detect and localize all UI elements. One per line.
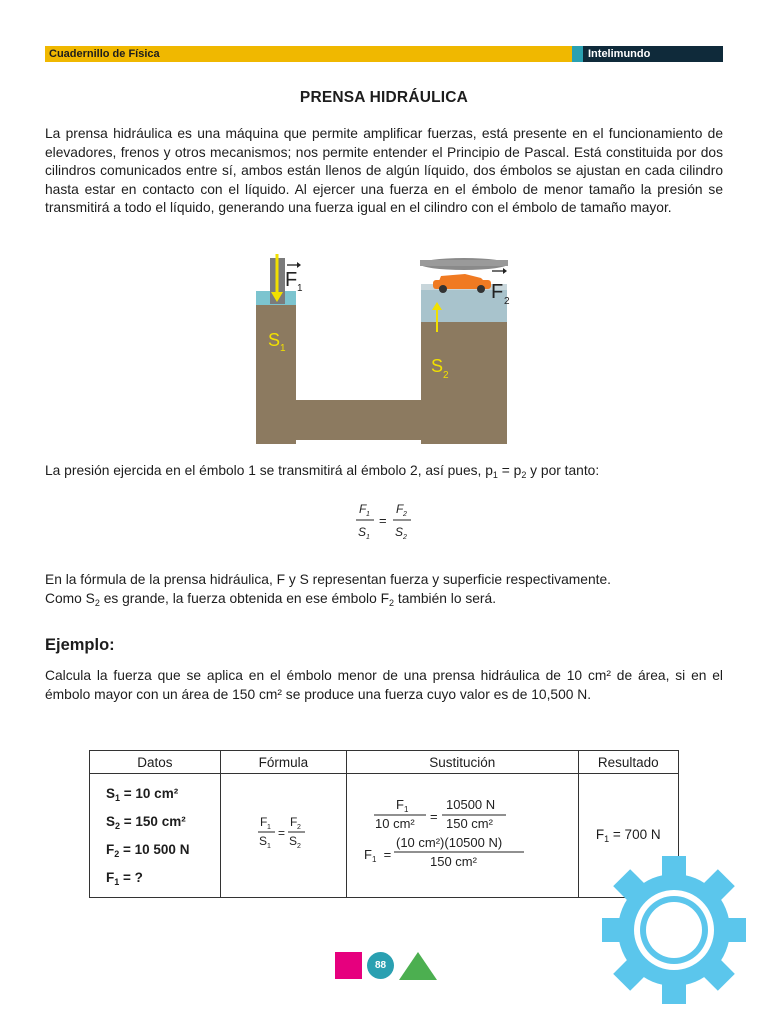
formula-den-right: S (395, 525, 404, 539)
table-header-resultado: Resultado (578, 751, 678, 774)
explanation-sub-b: 2 (389, 597, 395, 608)
subst-equals-2: = (380, 847, 396, 862)
area-label-1: S (268, 330, 281, 350)
table-row (90, 774, 679, 898)
area-label-2-sub: 2 (443, 370, 449, 381)
pressure-sub-2: 2 (521, 470, 527, 480)
page-number: 88 (367, 952, 394, 979)
table-header-datos: Datos (90, 751, 221, 774)
large-cylinder-body (421, 320, 507, 444)
subst-equals-1: = (430, 809, 438, 824)
area-label-1-sub: 1 (280, 343, 286, 354)
pressure-text-3: y por tanto: (526, 463, 600, 478)
table-formula-den-left: S (259, 834, 268, 848)
explanation-sub-a: 2 (94, 597, 100, 608)
subst-num-right: 10500 N (446, 797, 496, 812)
page-title: PRENSA HIDRÁULICA (299, 89, 469, 106)
explanation-text-c: también lo será. (394, 590, 497, 606)
header-accent (572, 46, 583, 62)
explanation-paragraph (45, 571, 723, 612)
table-formula-den-left-sub: 1 (267, 843, 272, 850)
formula-num-right: F (396, 502, 404, 516)
substitution-cell (346, 774, 578, 898)
small-cylinder-body (256, 304, 296, 444)
formula-num-left: F (359, 502, 367, 516)
subst-num-left: F (396, 797, 405, 812)
formula-den-left-sub: 1 (366, 534, 370, 541)
explanation-line-1: En la fórmula de la prensa hidráulica, F y S representan fuerza y superficie respectivamente. (45, 572, 611, 587)
table-formula-num-right: F (290, 815, 298, 829)
table-header-sustitucion: Sustitución (346, 751, 578, 774)
table-formula-num-left-sub: 1 (267, 824, 272, 831)
example-heading: Ejemplo: (45, 636, 115, 654)
dato-f2: $F_2 = 10$ 500 N (106, 841, 190, 859)
table-formula-num-left: F (260, 815, 268, 829)
pressure-sentence (45, 462, 723, 485)
force-label-2: F (491, 281, 504, 303)
datos-cell (90, 774, 221, 898)
subst-den-right: 150 cm² (446, 816, 494, 831)
intro-paragraph: La prensa hidráulica es una máquina que permite amplificar fuerzas, está presente en el funcionamiento de elevadores, frenos y otros mecanismos; nos permite entender el Principio de Pascal. Está constituida por dos cilindros comunicados entre sí, ambos están llenos de algún líquido, dos émbolos se ajustan en cada cilindro hasta estar en contacto con el líquido. Al ejercer una fuerza en el émbolo de menor tamaño la presión se transmitirá a todo el líquido, generando una fuerza igual en el cilindro con el émbolo de tamaño mayor. (45, 126, 723, 216)
subst-lhs-sub: 1 (372, 855, 377, 864)
result-var: F (595, 827, 605, 842)
explanation-text-b: es grande, la fuerza obtenida en ese émbolo F (99, 590, 390, 606)
header-brand: Intelimundo (588, 48, 651, 60)
footer-triangle-icon (399, 952, 437, 980)
table-formula (248, 812, 318, 856)
example-paragraph: Calcula la fuerza que se aplica en el émbolo menor de una prensa hidráulica de 10 cm² de área, si en el émbolo mayor con un área de 150 cm² se produce una fuerza cuyo valor es de 10,500 N. (45, 668, 723, 702)
result-value: = 700 N (609, 827, 661, 842)
formula-den-left: S (358, 525, 367, 539)
pressure-sub-1: 1 (492, 470, 498, 480)
header-band (45, 46, 723, 62)
pressure-text-1: La presión ejercida en el émbolo 1 se transmitirá al émbolo 2, así pues, p (45, 463, 493, 478)
table-formula-den-right-sub: 2 (297, 843, 302, 850)
subst-lhs: F (364, 847, 373, 862)
formula-equals: = (379, 513, 387, 528)
formula-den-right-sub: 2 (403, 534, 407, 541)
explanation-text-a: Como S (45, 590, 95, 606)
table-formula-den-right: S (289, 834, 298, 848)
force-label-1-sub: 1 (297, 283, 303, 294)
table-header-formula: Fórmula (220, 751, 346, 774)
example-table (89, 750, 679, 898)
formula-cell (220, 774, 346, 898)
formula-num-right-sub: 2 (403, 511, 407, 518)
area-label-2: S (431, 356, 444, 376)
subst-row2-den: 150 cm² (430, 854, 478, 869)
hydraulic-press-figure (255, 254, 515, 446)
pressure-text-2: = p (497, 463, 522, 478)
force-label-1: F (285, 269, 298, 291)
subst-row2-num: (10 cm²)(10500 N) (396, 835, 503, 850)
formula-num-left-sub: 1 (366, 511, 370, 518)
dato-s2: $S_2 = 150$ cm² (106, 813, 186, 831)
connecting-pipe (296, 400, 421, 440)
table-formula-num-right-sub: 2 (297, 824, 302, 831)
substitution-math (362, 791, 562, 877)
subst-den-left: 10 cm² (375, 816, 415, 831)
table-header-row (90, 751, 679, 774)
header-left-band (45, 46, 572, 62)
gear-icon (602, 856, 746, 1004)
footer-square-icon (335, 952, 362, 979)
header-title: Cuadernillo de Física (49, 48, 160, 60)
table-formula-equals: = (278, 826, 286, 840)
subst-num-left-sub: 1 (404, 805, 409, 814)
result-sub: 1 (604, 834, 610, 844)
header-right-band (583, 46, 723, 62)
explanation-line-2 (45, 590, 723, 613)
pascal-formula (340, 499, 430, 549)
force-label-2-sub: 2 (504, 296, 510, 307)
dato-f1: $F_1$ = ? (106, 869, 143, 887)
dato-s1: $S_1 = 10$ cm² (106, 785, 179, 803)
